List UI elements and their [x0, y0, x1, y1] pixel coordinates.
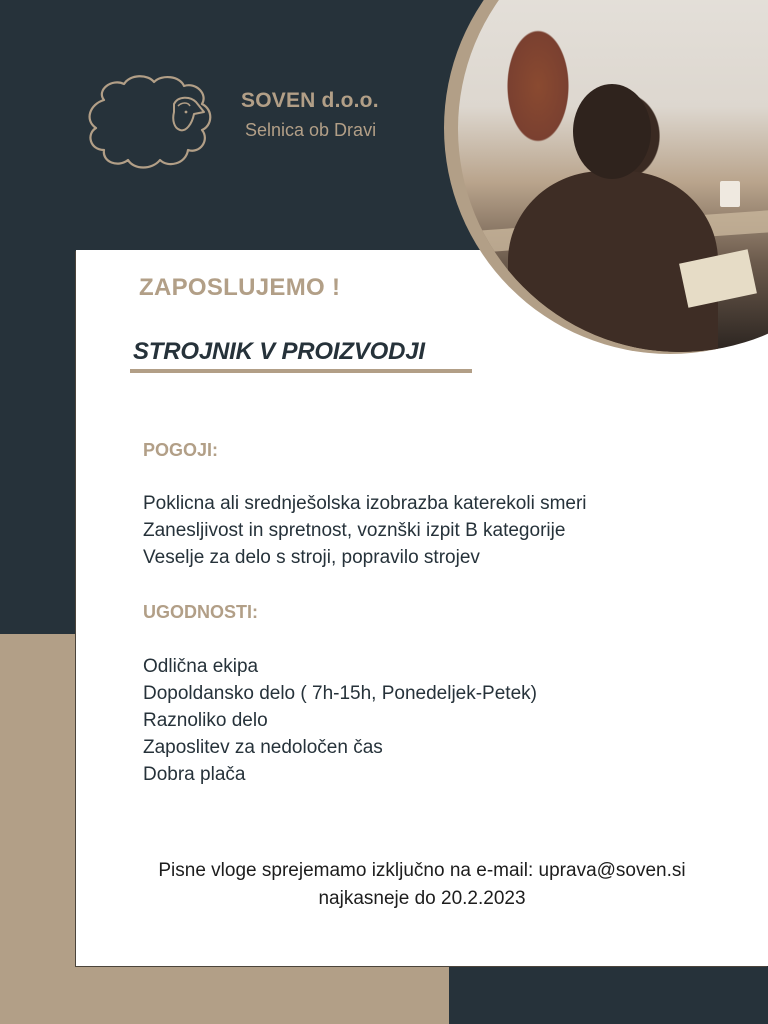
benefit-item: Dobra plača — [143, 764, 246, 785]
benefit-item: Odlična ekipa — [143, 656, 259, 677]
sheep-icon — [82, 70, 217, 175]
job-title: STROJNIK V PROIZVODJI — [133, 338, 425, 365]
application-instructions: Pisne vloge sprejemamo izključno na e-mail: uprava@soven.si — [158, 860, 686, 881]
photo-person-head — [573, 84, 651, 179]
benefit-item: Dopoldansko delo ( 7h-15h, Ponedeljek-Petek) — [143, 683, 537, 704]
benefit-item: Zaposlitev za nedoločen čas — [143, 737, 383, 758]
requirements-list — [143, 490, 587, 571]
requirement-item: Zanesljivost in spretnost, voznški izpit B kategorije — [143, 520, 566, 541]
benefit-item: Raznoliko delo — [143, 710, 268, 731]
company-name: SOVEN d.o.o. — [241, 89, 379, 112]
benefits-heading: UGODNOSTI: — [143, 602, 258, 622]
requirement-item: Veselje za delo s stroji, popravilo strojev — [143, 547, 480, 568]
hiring-headline: ZAPOSLUJEMO ! — [139, 274, 341, 301]
company-location: Selnica ob Dravi — [245, 120, 377, 140]
application-deadline: najkasneje do 20.2.2023 — [318, 888, 526, 909]
job-title-underline — [130, 369, 472, 373]
requirement-item: Poklicna ali srednješolska izobrazba katerekoli smeri — [143, 493, 587, 514]
photo-cup — [720, 181, 740, 207]
requirements-heading: POGOJI: — [143, 440, 219, 460]
benefits-list — [143, 653, 537, 788]
